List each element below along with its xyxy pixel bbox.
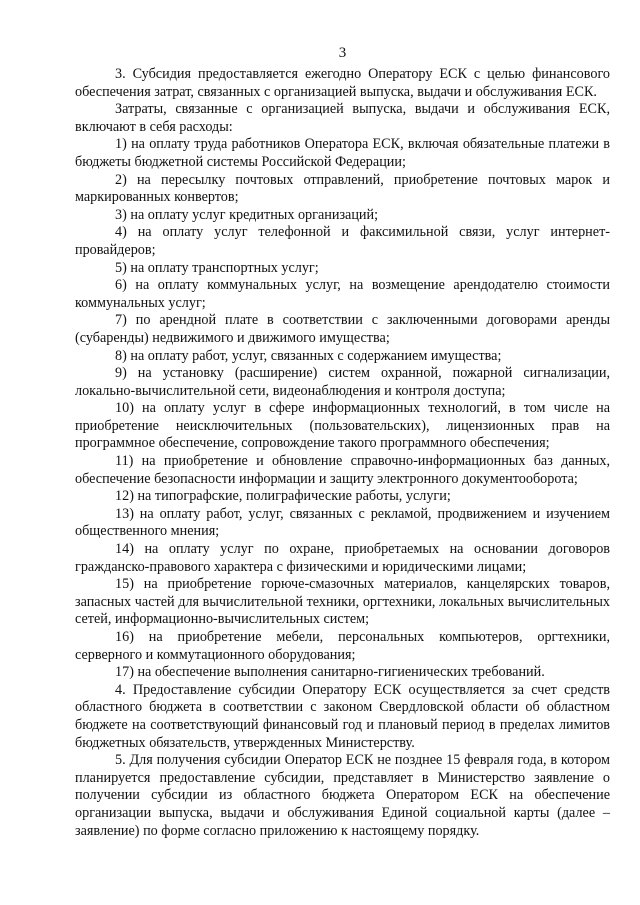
- list-item: 12) на типографские, полиграфические работы, услуги;: [115, 488, 451, 505]
- paragraph-subsidy-funding: 4. Предоставление субсидии Оператору ЕСК осуществляется за счет средств областного бюджета в соответствии с законом Свердловской области об областном бюджете на соответствующий финансовый год и плановый период в пределах лимитов бюджетных обязательств, утвержденных Министерству.: [75, 681, 610, 751]
- list-item: 8) на оплату работ, услуг, связанных с содержанием имущества;: [115, 347, 502, 364]
- list-item: 15) на приобретение горюче-смазочных материалов, канцелярских товаров, запасных частей для вычислительной техники, оргтехники, локальных вычислительных сетей, информационно-вычислительных систем;: [75, 576, 610, 628]
- list-item: 1) на оплату труда работников Оператора ЕСК, включая обязательные платежи в бюджеты бюджетной системы Российской Федерации;: [75, 136, 610, 170]
- list-item: 9) на установку (расширение) систем охранной, пожарной сигнализации, локально-вычислительной сети, видеонаблюдения и контроля доступа;: [75, 365, 610, 399]
- list-item: 2) на пересылку почтовых отправлений, приобретение почтовых марок и маркированных конвертов;: [75, 171, 610, 206]
- paragraph-subsidy-purpose: 3. Субсидия предоставляется ежегодно Оператору ЕСК с целью финансового обеспечения затрат, связанных с организацией выпуска, выдачи и обслуживания ЕСК.: [75, 66, 610, 100]
- list-item: 14) на оплату услуг по охране, приобретаемых на основании договоров гражданско-правового характера с физическими и юридическими лицами;: [75, 541, 610, 575]
- paragraph-application: 5. Для получения субсидии Оператор ЕСК не позднее 15 февраля года, в котором планируется предоставление субсидии, представляет в Министерство заявление о получении субсидии из областного бюджета Оператором ЕСК на обеспечение организации выпуска, выдачи и обслуживания Единой социальной карты (далее – заявление) по форме согласно приложению к настоящему порядку.: [75, 752, 610, 839]
- list-item: 7) по арендной плате в соответствии с заключенными договорами аренды (субаренды) недвижимого и движимого имущества;: [75, 312, 610, 346]
- list-item: 3) на оплату услуг кредитных организаций;: [115, 206, 379, 223]
- list-item: 4) на оплату услуг телефонной и факсимильной связи, услуг интернет-провайдеров;: [75, 224, 610, 258]
- list-item: 13) на оплату работ, услуг, связанных с рекламой, продвижением и изучением общественного мнения;: [75, 505, 610, 540]
- paragraph-costs-intro: Затраты, связанные с организацией выпуска, выдачи и обслуживания ЕСК, включают в себя расходы:: [75, 101, 610, 135]
- list-item: 10) на оплату услуг в сфере информационных технологий, в том числе на приобретение неисключительных (пользовательских), лицензионных прав на программное обеспечение, сопровождение такого программного обеспечения;: [75, 400, 610, 452]
- document-body: [75, 66, 610, 840]
- list-item: 6) на оплату коммунальных услуг, на возмещение арендодателю стоимости коммунальных услуг;: [75, 277, 610, 311]
- list-item: 5) на оплату транспортных услуг;: [115, 259, 319, 276]
- page-number: 3: [338, 45, 347, 61]
- list-item: 16) на приобретение мебели, персональных компьютеров, оргтехники, серверного и коммутационного оборудования;: [75, 629, 610, 663]
- list-item: 17) на обеспечение выполнения санитарно-гигиенических требований.: [115, 664, 545, 681]
- list-item: 11) на приобретение и обновление справочно-информационных баз данных, обеспечение безопасности информации и защиту электронного документооборота;: [75, 453, 610, 487]
